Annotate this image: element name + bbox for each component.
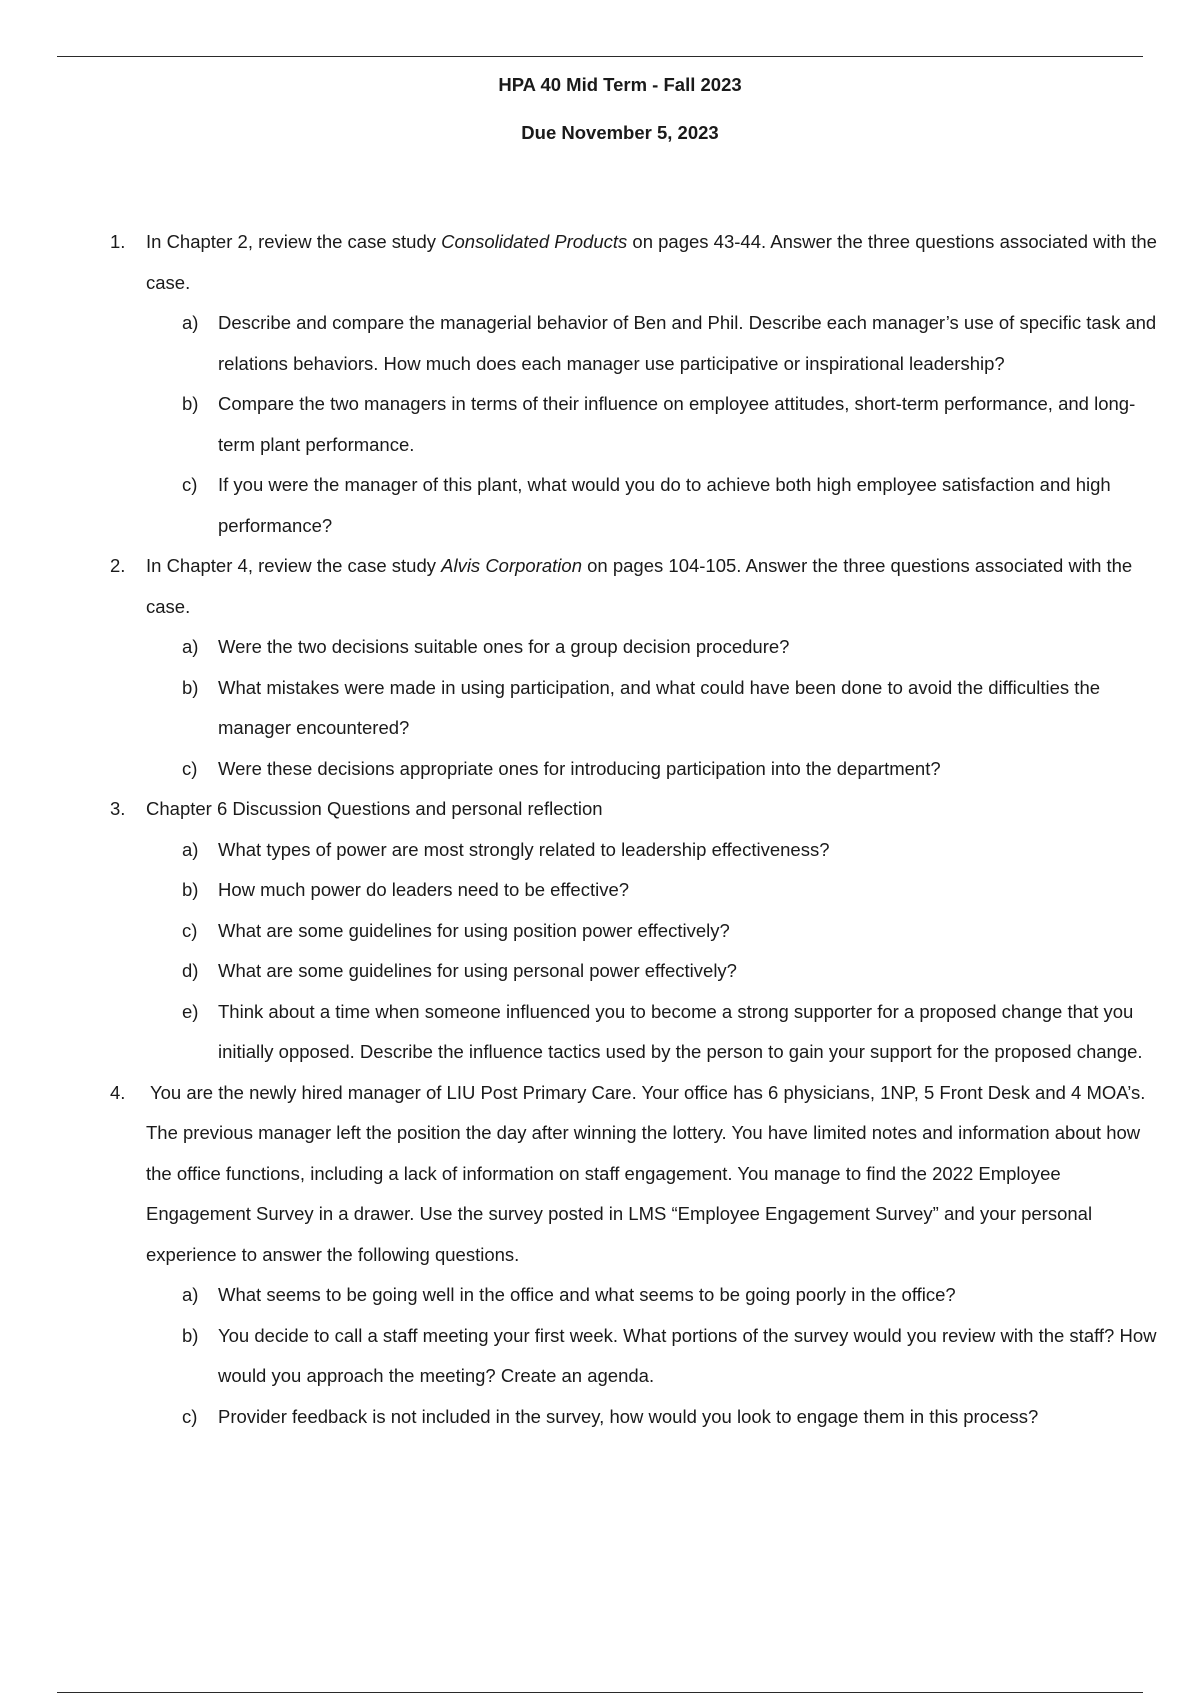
question-list xyxy=(0,222,1200,1437)
sub-text: Were these decisions appropriate ones for introducing participation into the department? xyxy=(218,757,941,779)
sub-label: b) xyxy=(182,393,199,414)
sub-question-2b xyxy=(0,668,1200,749)
question-text: Chapter 6 Discussion Questions and personal reflection xyxy=(146,798,603,819)
sub-text: What are some guidelines for using personal power effectively? xyxy=(218,960,737,981)
sub-label: a) xyxy=(182,838,199,860)
sub-question-3e xyxy=(0,992,1200,1073)
sub-text: What types of power are most strongly related to leadership effectiveness? xyxy=(218,838,830,860)
bottom-rule xyxy=(57,1692,1143,1693)
sub-question-1b xyxy=(0,384,1200,465)
sub-label: b) xyxy=(182,1324,199,1346)
question-text: You are the newly hired manager of LIU Post Primary Care. Your office has 6 physicians, 1NP, 5 Front Desk and 4 MOA’s. The previous manager left the position the day after winning the lottery. You have limited notes and information about how the office functions, including a lack of information on staff engagement. You manage to find the 2022 Employee Engagement Survey in a drawer. Use the survey posted in LMS “Employee Engagement Survey” and your personal experience to answer the following questions. xyxy=(146,1081,1146,1265)
sub-question-3b xyxy=(0,870,1200,911)
sub-text: If you were the manager of this plant, what would you do to achieve both high employee satisfaction and high performance? xyxy=(218,474,1111,536)
sub-question-3a xyxy=(0,830,1200,871)
sub-question-4b xyxy=(0,1316,1200,1397)
due-date: Due November 5, 2023 xyxy=(521,122,719,143)
sub-label: a) xyxy=(182,312,199,333)
question-number: 1. xyxy=(110,231,126,252)
sub-question-4a xyxy=(0,1275,1200,1316)
sub-label: c) xyxy=(182,757,198,779)
sub-text: Provider feedback is not included in the survey, how would you look to engage them in this process? xyxy=(218,1405,1039,1427)
sub-label: c) xyxy=(182,1405,198,1427)
sub-label: a) xyxy=(182,636,199,657)
sub-text: What mistakes were made in using participation, and what could have been done to avoid the difficulties the manager encountered? xyxy=(218,676,1101,738)
question-2 xyxy=(0,546,1200,627)
sub-label: d) xyxy=(182,960,199,981)
sub-label: a) xyxy=(182,1284,199,1305)
question-number: 3. xyxy=(110,798,126,819)
question-text: In Chapter 2, review the case study Consolidated Products on pages 43-44. Answer the three questions associated with the case. xyxy=(146,231,1157,293)
sub-question-1a xyxy=(0,303,1200,384)
sub-text: You decide to call a staff meeting your first week. What portions of the survey would you review with the staff? How would you approach the meeting? Create an agenda. xyxy=(218,1324,1157,1386)
question-1 xyxy=(0,222,1200,303)
sub-label: e) xyxy=(182,1000,199,1022)
sub-label: b) xyxy=(182,676,199,698)
sub-label: b) xyxy=(182,879,199,900)
sub-question-3c xyxy=(0,911,1200,952)
document-title: HPA 40 Mid Term - Fall 2023 xyxy=(498,74,742,95)
sub-text: What seems to be going well in the office and what seems to be going poorly in the office? xyxy=(218,1284,956,1305)
sub-text: Compare the two managers in terms of their influence on employee attitudes, short-term performance, and long-term plant performance. xyxy=(218,393,1136,455)
sub-text: Were the two decisions suitable ones for a group decision procedure? xyxy=(218,636,790,657)
sub-label: c) xyxy=(182,474,198,495)
case-title: Consolidated Products xyxy=(441,231,628,252)
sub-question-2c xyxy=(0,749,1200,790)
question-number: 4. xyxy=(110,1081,126,1103)
sub-text: Think about a time when someone influenced you to become a strong supporter for a proposed change that you initially opposed. Describe the influence tactics used by the person to gain your support for the proposed change. xyxy=(218,1000,1143,1062)
question-number: 2. xyxy=(110,555,126,576)
top-rule xyxy=(57,56,1143,57)
question-3 xyxy=(0,789,1200,830)
question-text: In Chapter 4, review the case study Alvis Corporation on pages 104-105. Answer the three questions associated with the case. xyxy=(146,555,1133,617)
sub-question-2a xyxy=(0,627,1200,668)
case-title: Alvis Corporation xyxy=(441,555,582,576)
sub-question-4c xyxy=(0,1397,1200,1438)
sub-question-1c xyxy=(0,465,1200,546)
sub-label: c) xyxy=(182,919,198,941)
sub-text: Describe and compare the managerial behavior of Ben and Phil. Describe each manager’s use of specific task and relations behaviors. How much does each manager use participative or inspirational leadership? xyxy=(218,312,1157,374)
sub-question-3d xyxy=(0,951,1200,992)
sub-text: How much power do leaders need to be effective? xyxy=(218,879,630,900)
question-4 xyxy=(0,1073,1200,1276)
sub-text: What are some guidelines for using position power effectively? xyxy=(218,919,730,941)
